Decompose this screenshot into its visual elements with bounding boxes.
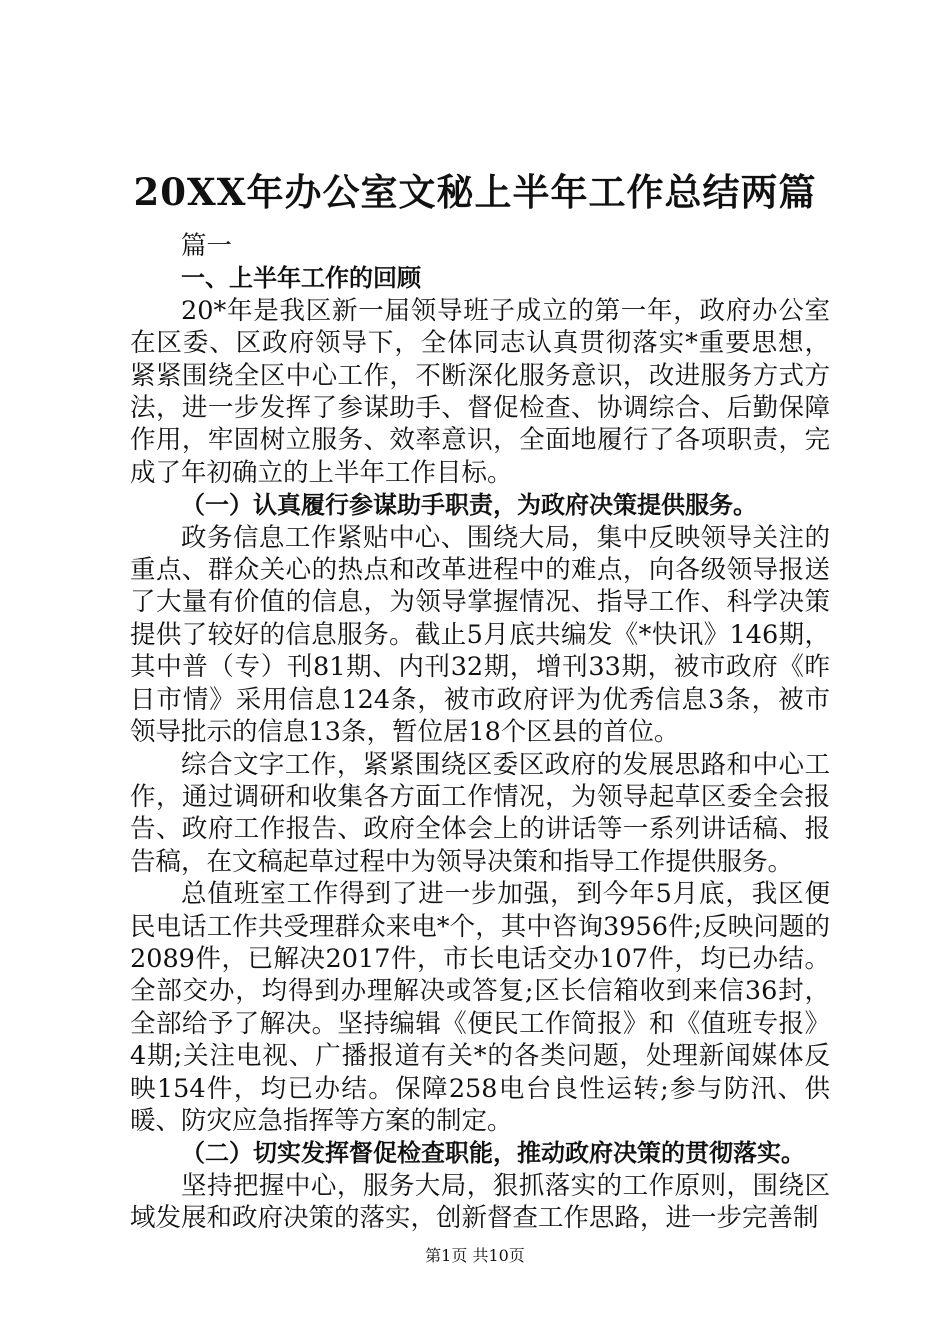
paragraph: 政务信息工作紧贴中心、围绕大局，集中反映领导关注的重点、群众关心的热点和改革进程中的难点，向各级领导报送了大量有价值的信息，为领导掌握情况、指导工作、科学决策提供了较好的信息服务。截止5月底共编发《*快讯》146期，其中普（专）刊81期、内刊32期，增刊33期，被市政府《昨日市情》采用信息124条，被市政府评为优秀信息3条，被市领导批示的信息13条，暂位居18个区县的首位。: [130, 522, 830, 748]
document-title: 20XX年办公室文秘上半年工作总结两篇: [133, 170, 817, 214]
paragraph: 坚持把握中心，服务大局，狠抓落实的工作原则，围绕区域发展和政府决策的落实，创新督查工作思路，进一步完善制: [130, 1170, 830, 1234]
subsection-heading: （二）切实发挥督促检查职能，推动政府决策的贯彻落实。: [181, 1139, 805, 1168]
subheading: 篇一: [181, 231, 233, 261]
page-footer: 第1页 共10页: [425, 1246, 525, 1265]
document-body: [130, 230, 830, 1235]
paragraph: 20*年是我区新一届领导班子成立的第一年，政府办公室在区委、区政府领导下，全体同志认真贯彻落实*重要思想，紧紧围绕全区中心工作，不断深化服务意识，改进服务方式方法，进一步发挥了参谋助手、督促检查、协调综合、后勤保障作用，牢固树立服务、效率意识，全面地履行了各项职责，完成了年初确立的上半年工作目标。: [130, 295, 830, 488]
paragraph: 总值班室工作得到了进一步加强，到今年5月底，我区便民电话工作共受理群众来电*个，其中咨询3956件;反映问题的2089件，已解决2017件，市长电话交办107件，均已办结。全部交办，均得到办理解决或答复;区长信箱收到来信36封，全部给予了解决。坚持编辑《便民工作简报》和《值班专报》4期;关注电视、广播报道有关*的各类问题，处理新闻媒体反映154件，均已办结。保障258电台良性运转;参与防汛、供暖、防灾应急指挥等方案的制定。: [130, 879, 830, 1136]
subsection-heading: （一）认真履行参谋助手职责，为政府决策提供服务。: [181, 491, 757, 520]
paragraph: 综合文字工作，紧紧围绕区委区政府的发展思路和中心工作，通过调研和收集各方面工作情况，为领导起草区委全会报告、政府工作报告、政府全体会上的讲话等一系列讲话稿、报告稿，在文稿起草过程中为领导决策和指导工作提供服务。: [130, 749, 830, 877]
section-heading: 一、上半年工作的回顾: [181, 264, 421, 293]
